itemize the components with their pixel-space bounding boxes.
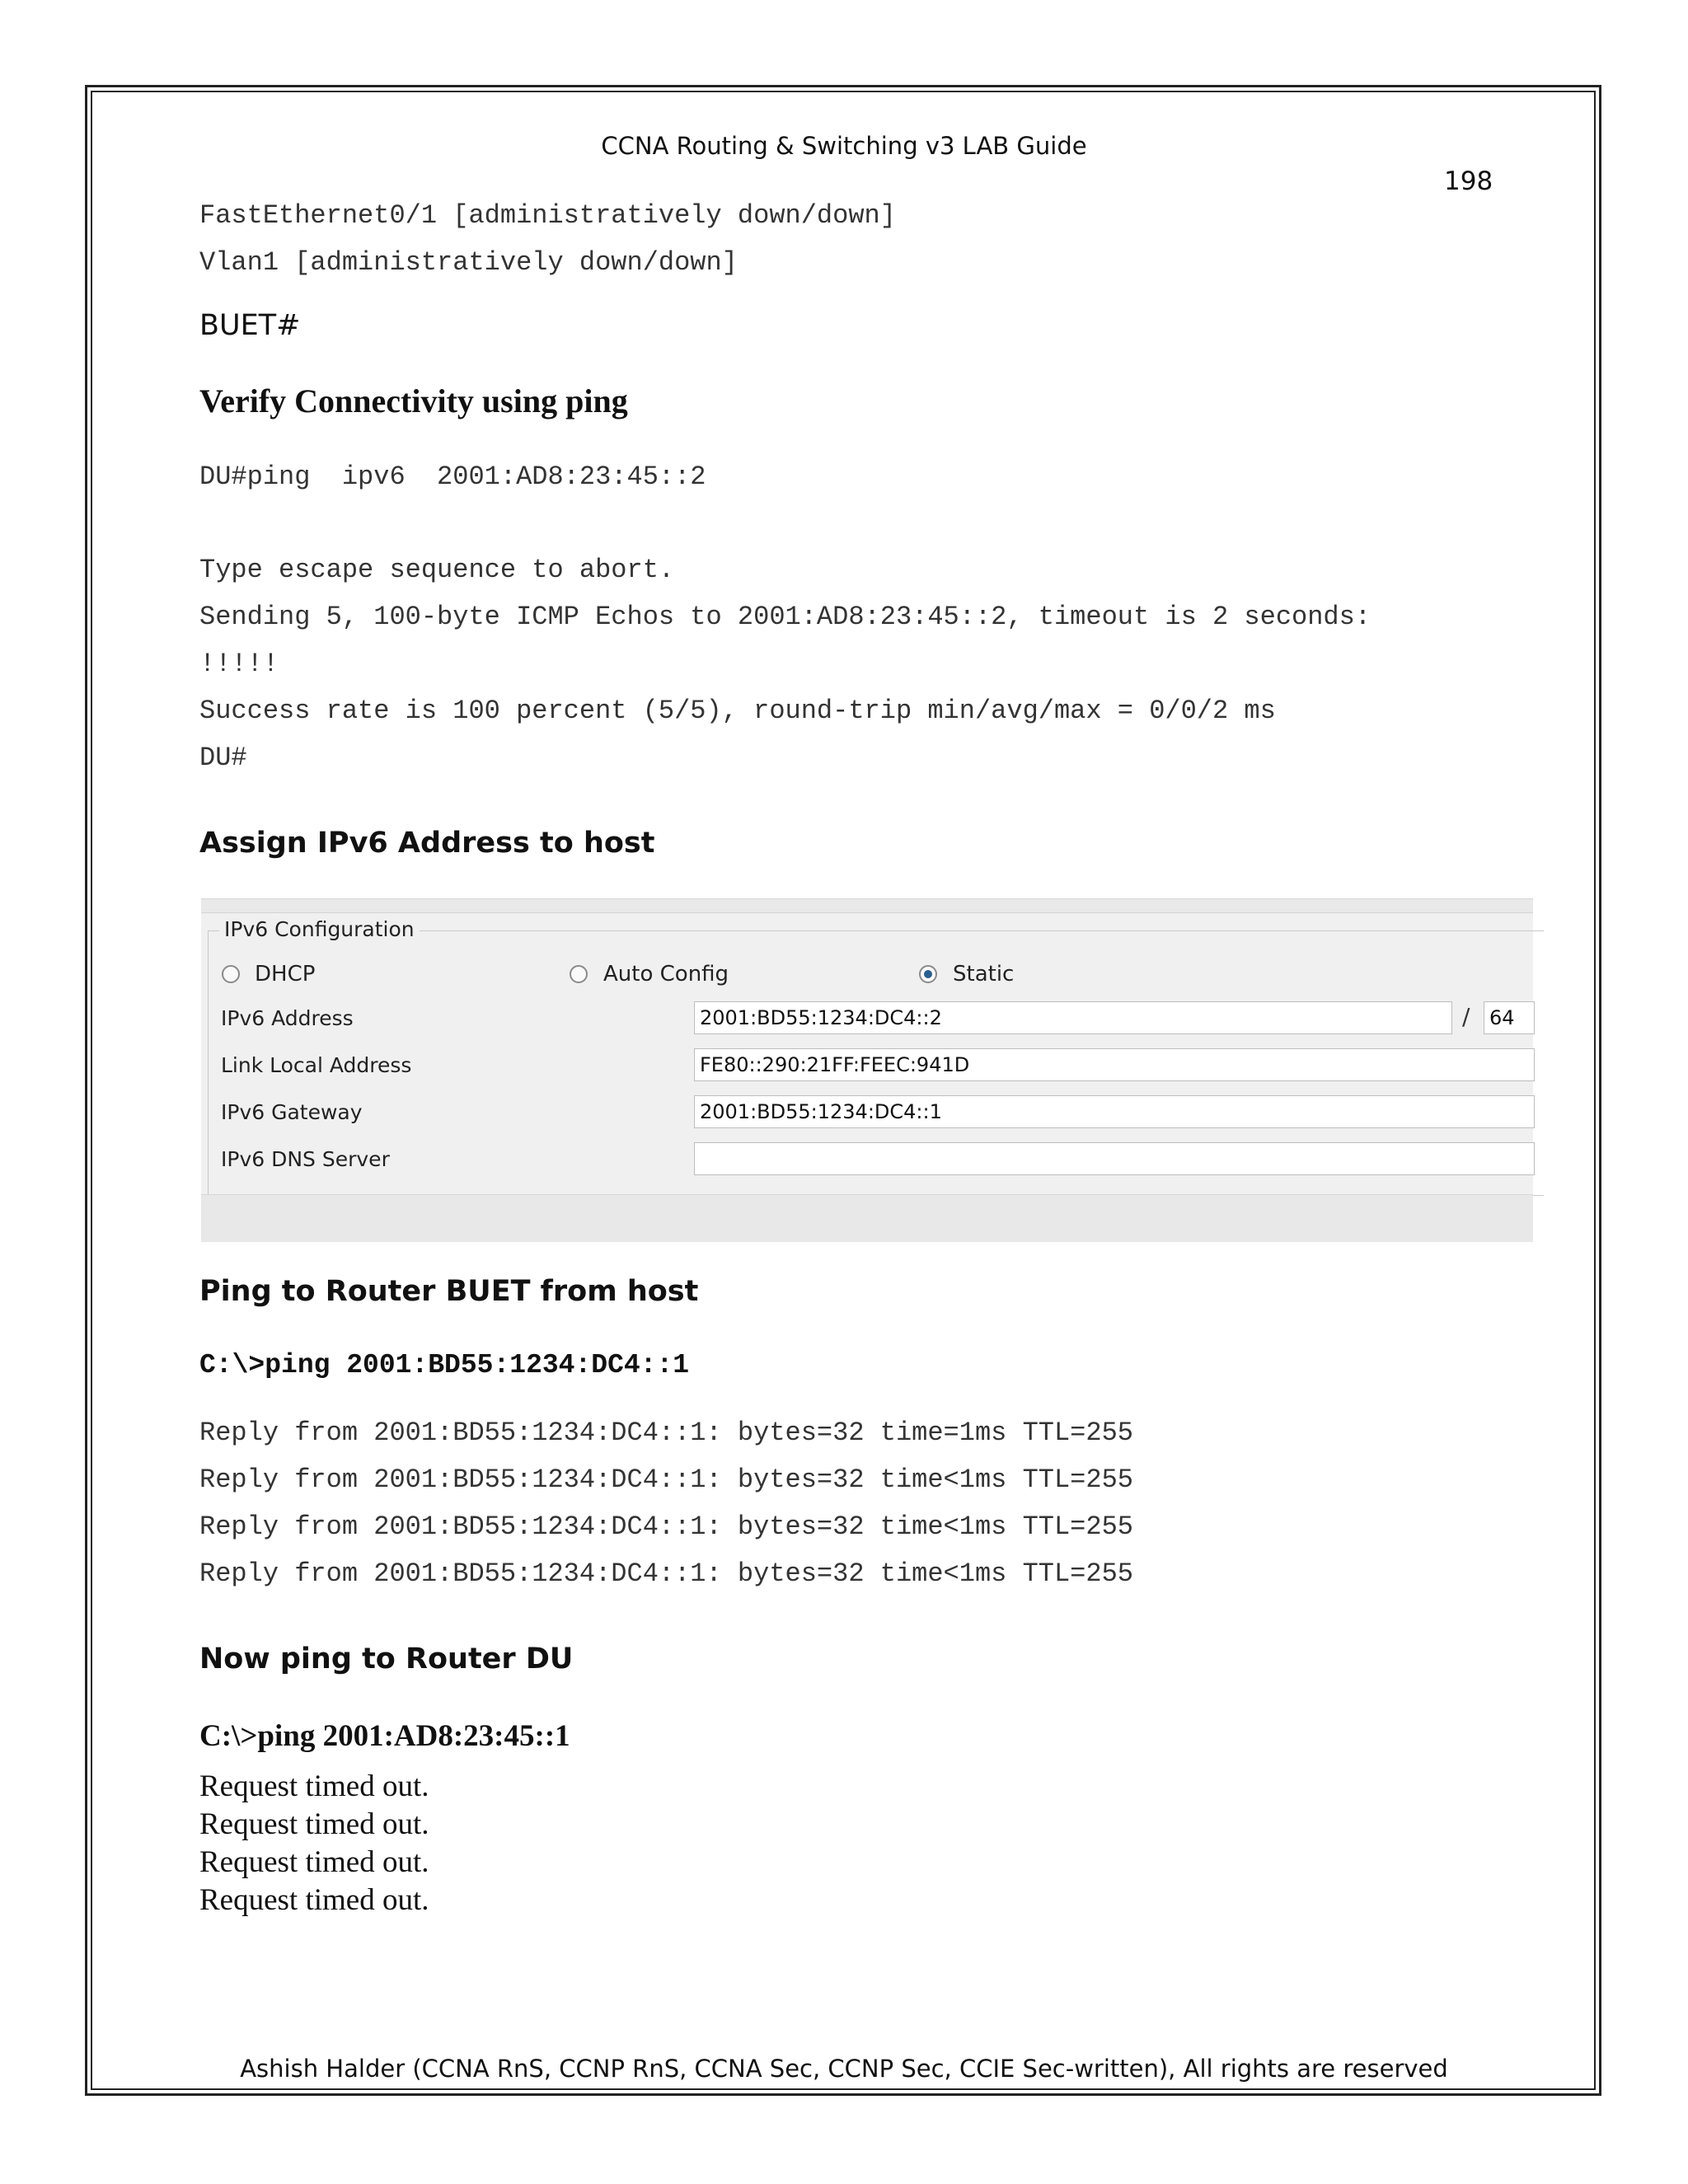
- cli-output-line: !!!!!: [199, 649, 279, 679]
- ping-reply-line: Reply from 2001:BD55:1234:DC4::1: bytes=32 time<1ms TTL=255: [199, 1465, 1133, 1495]
- cli-command: DU#ping ipv6 2001:AD8:23:45::2: [199, 462, 706, 492]
- timeout-line: Request timed out.: [199, 1769, 429, 1803]
- ipv6-config-panel: [201, 898, 1533, 1241]
- cli-output-line: DU#: [199, 743, 247, 773]
- cli-line: Vlan1 [administratively down/down]: [199, 247, 738, 278]
- ipv6-dns-label: IPv6 DNS Server: [221, 1147, 390, 1171]
- prefix-length-input[interactable]: 64: [1484, 1001, 1535, 1034]
- cli-line: FastEthernet0/1 [administratively down/down]: [199, 200, 896, 231]
- panel-bottom-bar: [201, 1194, 1533, 1242]
- timeout-line: Request timed out.: [199, 1807, 429, 1841]
- page-footer: Ashish Halder (CCNA RnS, CCNP RnS, CCNA Sec, CCNP Sec, CCIE Sec-written), All rights are reserved: [240, 2055, 1448, 2083]
- ipv6-gateway-input[interactable]: 2001:BD55:1234:DC4::1: [694, 1095, 1535, 1128]
- ping-reply-line: Reply from 2001:BD55:1234:DC4::1: bytes=32 time<1ms TTL=255: [199, 1511, 1133, 1542]
- ipv6-address-input[interactable]: 2001:BD55:1234:DC4::2: [694, 1001, 1452, 1034]
- cli-output-line: Type escape sequence to abort.: [199, 555, 675, 585]
- timeout-line: Request timed out.: [199, 1883, 429, 1917]
- ipv6-config-legend: IPv6 Configuration: [219, 917, 420, 941]
- auto-config-radio-label: Auto Config: [603, 962, 729, 987]
- ipv6-gateway-label: IPv6 Gateway: [221, 1100, 363, 1124]
- section-heading-verify: Verify Connectivity using ping: [199, 382, 628, 419]
- ping-reply-line: Reply from 2001:BD55:1234:DC4::1: bytes=32 time<1ms TTL=255: [199, 1558, 1133, 1589]
- cli-command: C:\>ping 2001:BD55:1234:DC4::1: [199, 1350, 690, 1380]
- ipv6-address-label: IPv6 Address: [221, 1006, 354, 1030]
- link-local-input[interactable]: FE80::290:21FF:FEEC:941D: [694, 1048, 1535, 1081]
- page-number: 198: [1444, 166, 1493, 196]
- cli-output-line: Success rate is 100 percent (5/5), round-trip min/avg/max = 0/0/2 ms: [199, 696, 1276, 726]
- static-radio[interactable]: [919, 965, 937, 983]
- auto-config-radio[interactable]: [570, 965, 588, 983]
- ipv6-dns-input[interactable]: [694, 1142, 1535, 1175]
- buet-prompt: BUET#: [199, 309, 301, 342]
- panel-top-strip: [201, 899, 1533, 913]
- static-radio-label: Static: [953, 962, 1015, 987]
- dhcp-radio[interactable]: [222, 965, 240, 983]
- section-heading-ping-buet: Ping to Router BUET from host: [199, 1275, 699, 1308]
- page-header-title: CCNA Routing & Switching v3 LAB Guide: [601, 132, 1087, 160]
- cli-command: C:\>ping 2001:AD8:23:45::1: [199, 1719, 570, 1753]
- prefix-separator: /: [1462, 1003, 1470, 1030]
- timeout-line: Request timed out.: [199, 1845, 429, 1879]
- ping-reply-line: Reply from 2001:BD55:1234:DC4::1: bytes=32 time=1ms TTL=255: [199, 1418, 1133, 1448]
- section-heading-ping-du: Now ping to Router DU: [199, 1643, 574, 1675]
- dhcp-radio-label: DHCP: [255, 962, 316, 987]
- cli-output-line: Sending 5, 100-byte ICMP Echos to 2001:AD8:23:45::2, timeout is 2 seconds:: [199, 602, 1372, 632]
- link-local-label: Link Local Address: [221, 1053, 412, 1077]
- section-heading-assign: Assign IPv6 Address to host: [199, 827, 655, 860]
